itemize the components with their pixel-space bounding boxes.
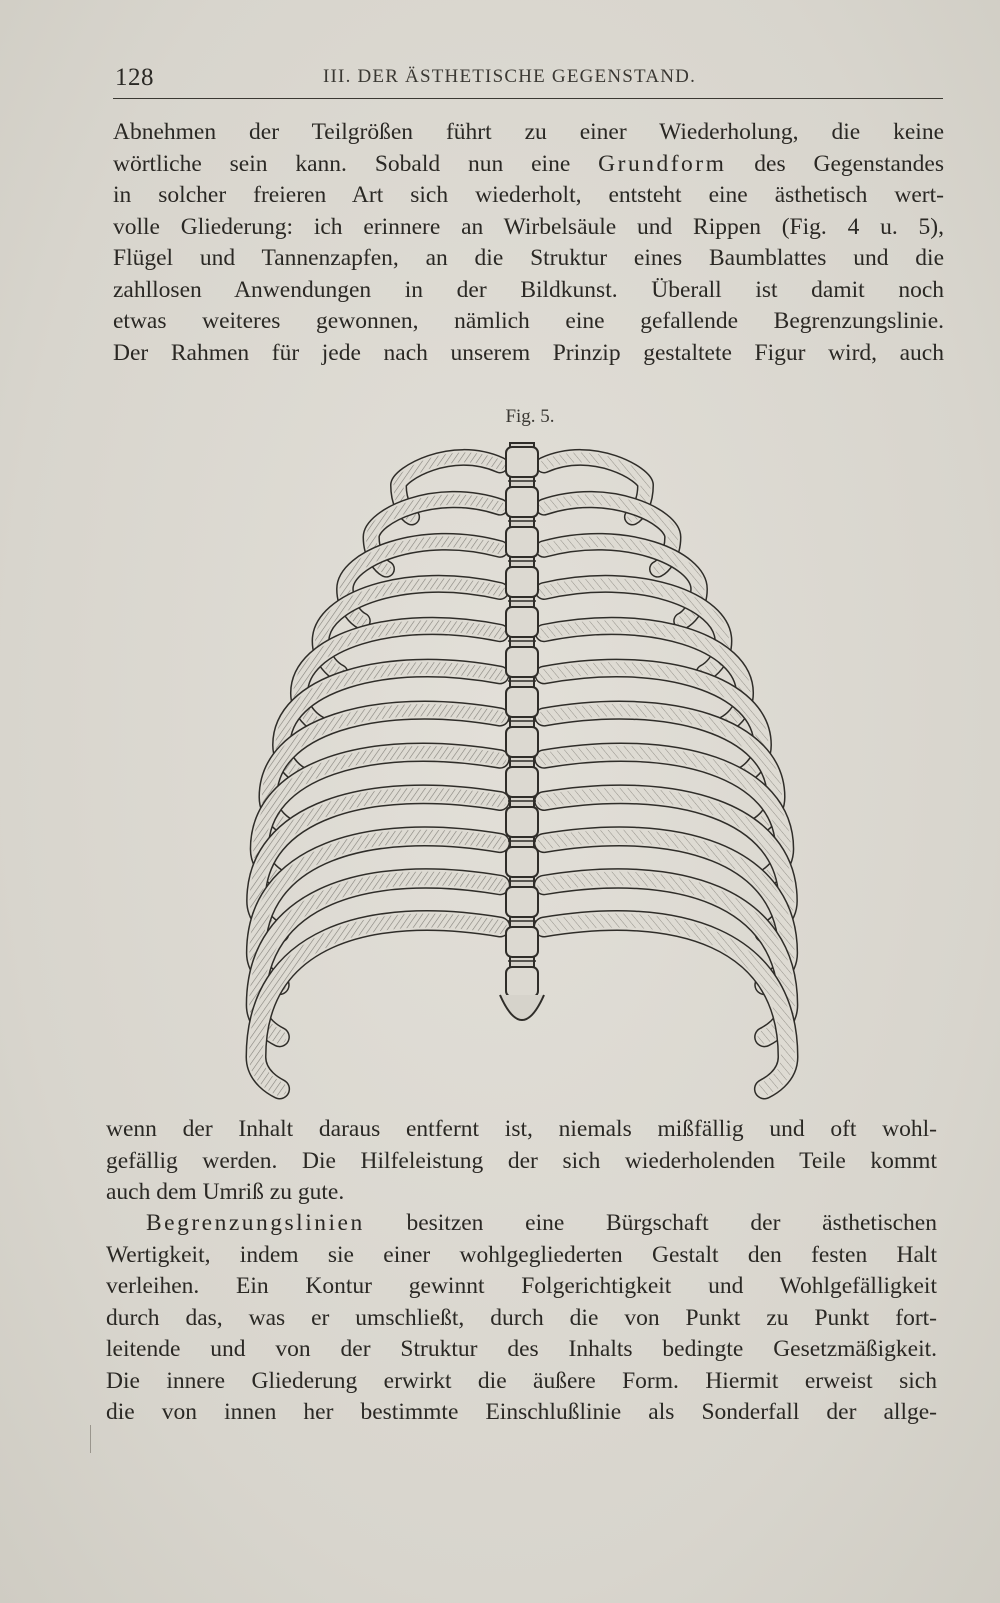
vertebra xyxy=(506,927,538,957)
rib-shading xyxy=(256,921,500,1089)
rib-outline xyxy=(544,921,788,1089)
text-line: verleihen. Ein Kontur gewinnt Folgerichtigkeit und Wohlgefälligkeit xyxy=(106,1273,937,1299)
vertebra xyxy=(506,727,538,757)
rib-shading xyxy=(544,921,788,1089)
text-line: Wertigkeit, indem sie einer wohlgegliederten Gestalt den festen Halt xyxy=(106,1241,937,1268)
vertebra xyxy=(506,487,538,517)
text-line: Flügel und Tannenzapfen, an die Struktur eines Baumblattes und die xyxy=(113,245,944,271)
paragraph-3 xyxy=(106,1208,937,1429)
vertebra xyxy=(506,807,538,837)
margin-mark xyxy=(90,1425,91,1453)
text-line: durch das, was er umschließt, durch die von Punkt zu Punkt fort- xyxy=(106,1304,937,1331)
vertebra xyxy=(506,887,538,917)
vertebra xyxy=(506,567,538,597)
emphasis-begrenzungslinien: Begrenzungslinien xyxy=(146,1210,365,1236)
rib-cage-illustration xyxy=(245,435,800,1125)
page-header xyxy=(113,62,943,99)
rib-outline xyxy=(256,921,500,1089)
vertebra xyxy=(506,847,538,877)
text-line: gefällig werden. Die Hilfeleistung der sich wiederholenden Teile kommt xyxy=(106,1147,937,1174)
text-line: Die innere Gliederung erwirkt die äußere Form. Hiermit erweist sich xyxy=(106,1367,937,1394)
text-line: leitende und von der Struktur des Inhalts bedingte Gesetzmäßigkeit. xyxy=(106,1336,937,1362)
text-line: auch dem Umriß zu gute. xyxy=(106,1179,345,1205)
vertebra xyxy=(506,447,538,477)
text-line: zahllosen Anwendungen in der Bildkunst. Überall ist damit noch xyxy=(113,276,944,303)
vertebra xyxy=(506,967,538,997)
lower-vertebra xyxy=(500,995,544,1020)
vertebra xyxy=(506,687,538,717)
text-line: wörtliche sein kann. Sobald nun eine Grundform des Gegenstandes xyxy=(113,150,945,177)
text-line: etwas weiteres gewonnen, nämlich eine gefallende Begrenzungslinie. xyxy=(113,308,944,334)
vertebra xyxy=(506,607,538,637)
text-line: die von innen her bestimmte Einschlußlinie als Sonderfall der allge- xyxy=(106,1399,937,1425)
running-head: III. DER ÄSTHETISCHE GEGENSTAND. xyxy=(323,66,697,87)
spine-group xyxy=(500,443,544,1020)
page-number: 128 xyxy=(115,64,154,91)
emphasis-grundform: Grundform xyxy=(598,150,727,177)
paragraph-2 xyxy=(106,1114,937,1209)
rib-body xyxy=(256,921,500,1089)
vertebra xyxy=(506,527,538,557)
rib-body xyxy=(544,921,788,1089)
text-line: volle Gliederung: ich erinnere an Wirbelsäule und Rippen (Fig. 4 u. 5), xyxy=(113,213,944,240)
text-line: in solcher freieren Art sich wiederholt, entsteht eine ästhetisch wert- xyxy=(113,182,944,208)
paragraph-1 xyxy=(113,117,944,369)
vertebra xyxy=(506,647,538,677)
text-line: Begrenzungslinien besitzen eine Bürgschaft der ästhetischen xyxy=(146,1210,937,1236)
text-line: wenn der Inhalt daraus entfernt ist, niemals mißfällig und oft wohl- xyxy=(106,1116,937,1142)
figure-caption: Fig. 5. xyxy=(505,406,555,427)
text-line: Abnehmen der Teilgrößen führt zu einer Wiederholung, die keine xyxy=(113,119,944,145)
vertebra xyxy=(506,767,538,797)
text-line: Der Rahmen für jede nach unserem Prinzip gestaltete Figur wird, auch xyxy=(113,339,944,366)
